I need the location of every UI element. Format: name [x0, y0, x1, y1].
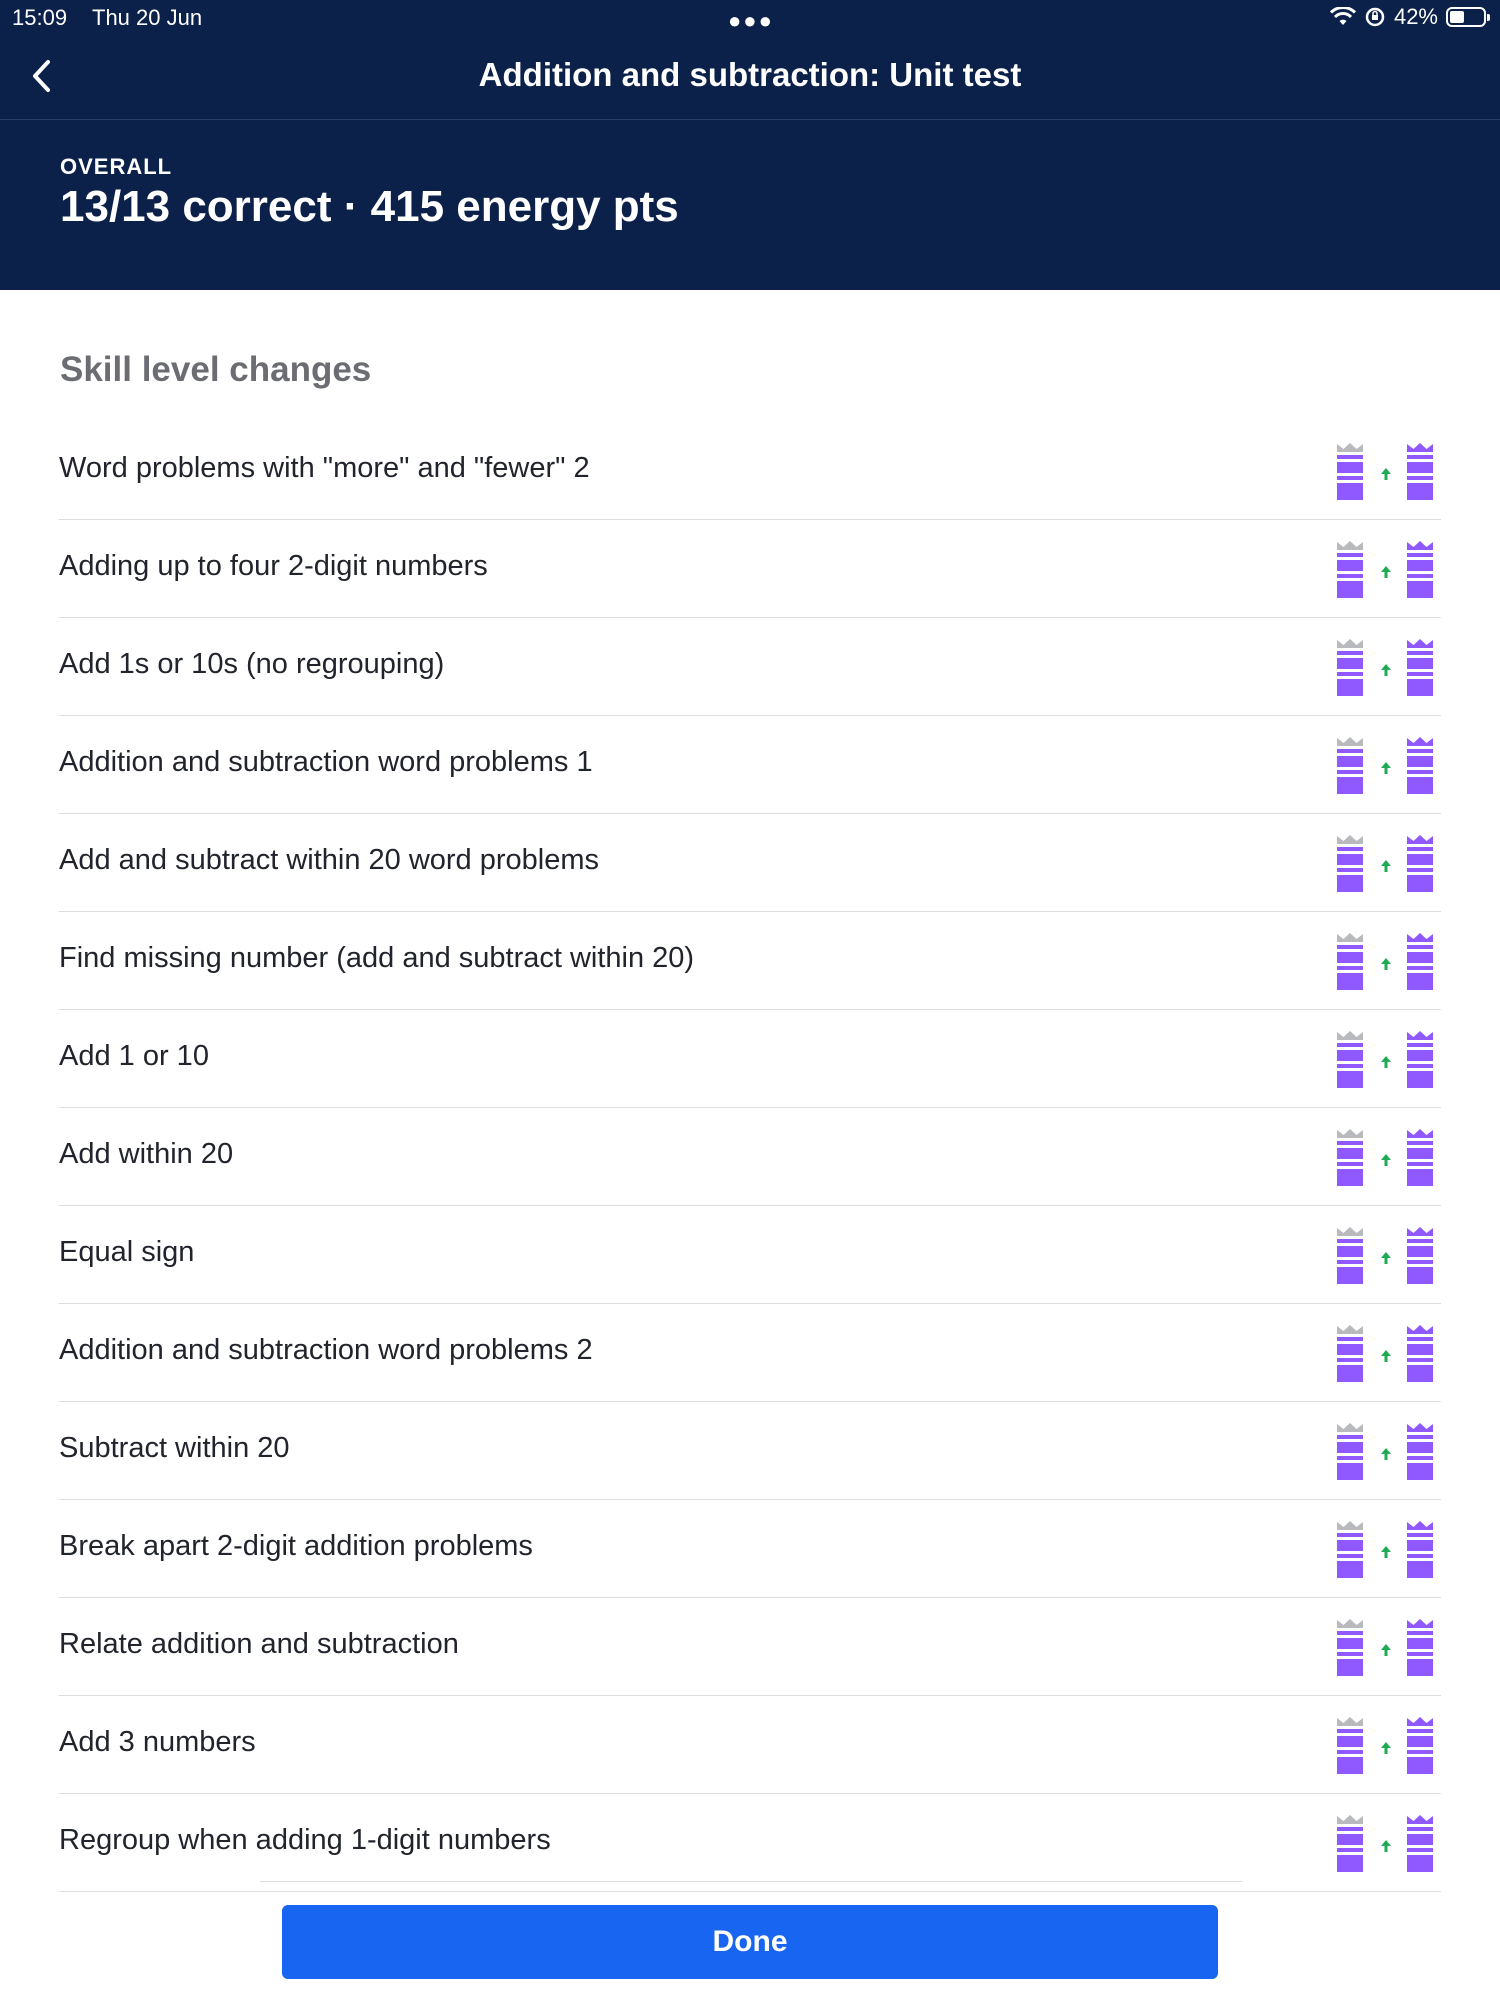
mastery-level-up-icon: [1335, 1324, 1437, 1384]
skill-name: Add 1 or 10: [59, 1040, 209, 1072]
skill-row[interactable]: [59, 1304, 1441, 1402]
skill-name: Add within 20: [59, 1138, 234, 1170]
skill-name: Equal sign: [59, 1236, 195, 1268]
skill-name: Add and subtract within 20 word problems: [59, 844, 600, 876]
arrow-up-icon: [1381, 1546, 1391, 1558]
skill-name: Add 1s or 10s (no regrouping): [59, 648, 445, 680]
skill-row[interactable]: [59, 1010, 1441, 1108]
mastery-level-up-icon: [1335, 1814, 1437, 1874]
mastery-level-up-icon: [1335, 932, 1437, 992]
page-title: Addition and subtraction: Unit test: [478, 56, 1022, 93]
skill-list: [59, 422, 1441, 1892]
status-bar: [0, 0, 1500, 36]
overall-score: 13/13 correct · 415 energy pts: [60, 182, 679, 231]
skill-name: Addition and subtraction word problems 2: [59, 1334, 593, 1366]
skill-row[interactable]: [59, 422, 1441, 520]
skill-name: Add 3 numbers: [59, 1726, 256, 1758]
skill-name: Addition and subtraction word problems 1: [59, 746, 593, 778]
wifi-icon: [1330, 7, 1356, 27]
skill-name: Break apart 2-digit addition problems: [59, 1530, 533, 1562]
skill-row[interactable]: [59, 618, 1441, 716]
arrow-up-icon: [1381, 1350, 1391, 1362]
mastery-level-up-icon: [1335, 834, 1437, 894]
multitasking-dots-icon[interactable]: ●●●: [728, 8, 774, 33]
done-button[interactable]: Done: [282, 1905, 1218, 1979]
arrow-up-icon: [1381, 468, 1391, 480]
mastery-level-up-icon: [1335, 1226, 1437, 1286]
mastery-level-up-icon: [1335, 1618, 1437, 1678]
mastery-level-up-icon: [1335, 736, 1437, 796]
skill-row[interactable]: [59, 716, 1441, 814]
skill-row[interactable]: [59, 520, 1441, 618]
arrow-up-icon: [1381, 566, 1391, 578]
arrow-up-icon: [1381, 1056, 1391, 1068]
mastery-level-up-icon: [1335, 1422, 1437, 1482]
mastery-level-up-icon: [1335, 1128, 1437, 1188]
status-date: Thu 20 Jun: [92, 5, 203, 30]
arrow-up-icon: [1381, 1448, 1391, 1460]
overall-label: OVERALL: [60, 154, 173, 179]
battery-percentage: 42%: [1393, 4, 1438, 29]
skill-name: Word problems with "more" and "fewer" 2: [59, 452, 590, 484]
orientation-lock-icon: [1364, 6, 1386, 28]
mastery-level-up-icon: [1335, 1030, 1437, 1090]
skill-row[interactable]: [59, 814, 1441, 912]
mastery-level-up-icon: [1335, 1520, 1437, 1580]
battery-icon: [1446, 7, 1486, 27]
skill-row[interactable]: [59, 1402, 1441, 1500]
skill-row[interactable]: [59, 1108, 1441, 1206]
skill-row[interactable]: [59, 1794, 1441, 1892]
skill-name: Subtract within 20: [59, 1432, 290, 1464]
skill-name: Adding up to four 2-digit numbers: [59, 550, 488, 582]
arrow-up-icon: [1381, 1252, 1391, 1264]
overall-summary: [0, 120, 1500, 290]
mastery-level-up-icon: [1335, 1716, 1437, 1776]
skill-row[interactable]: [59, 1206, 1441, 1304]
footer-divider: [260, 1881, 1242, 1882]
skill-row[interactable]: [59, 1598, 1441, 1696]
skill-row[interactable]: [59, 912, 1441, 1010]
arrow-up-icon: [1381, 1644, 1391, 1656]
skill-name: Relate addition and subtraction: [59, 1628, 459, 1660]
skill-row[interactable]: [59, 1500, 1441, 1598]
skill-row[interactable]: [59, 1696, 1441, 1794]
arrow-up-icon: [1381, 860, 1391, 872]
arrow-up-icon: [1381, 1742, 1391, 1754]
skill-name: Find missing number (add and subtract within 20): [59, 942, 695, 974]
status-time: 15:09: [12, 5, 68, 30]
arrow-up-icon: [1381, 1154, 1391, 1166]
arrow-up-icon: [1381, 762, 1391, 774]
navigation-bar: [0, 36, 1500, 120]
skill-level-changes-heading: Skill level changes: [60, 350, 372, 389]
mastery-level-up-icon: [1335, 540, 1437, 600]
mastery-level-up-icon: [1335, 638, 1437, 698]
arrow-up-icon: [1381, 958, 1391, 970]
arrow-up-icon: [1381, 664, 1391, 676]
skill-name: Regroup when adding 1-digit numbers: [59, 1824, 551, 1856]
mastery-level-up-icon: [1335, 442, 1437, 502]
arrow-up-icon: [1381, 1840, 1391, 1852]
